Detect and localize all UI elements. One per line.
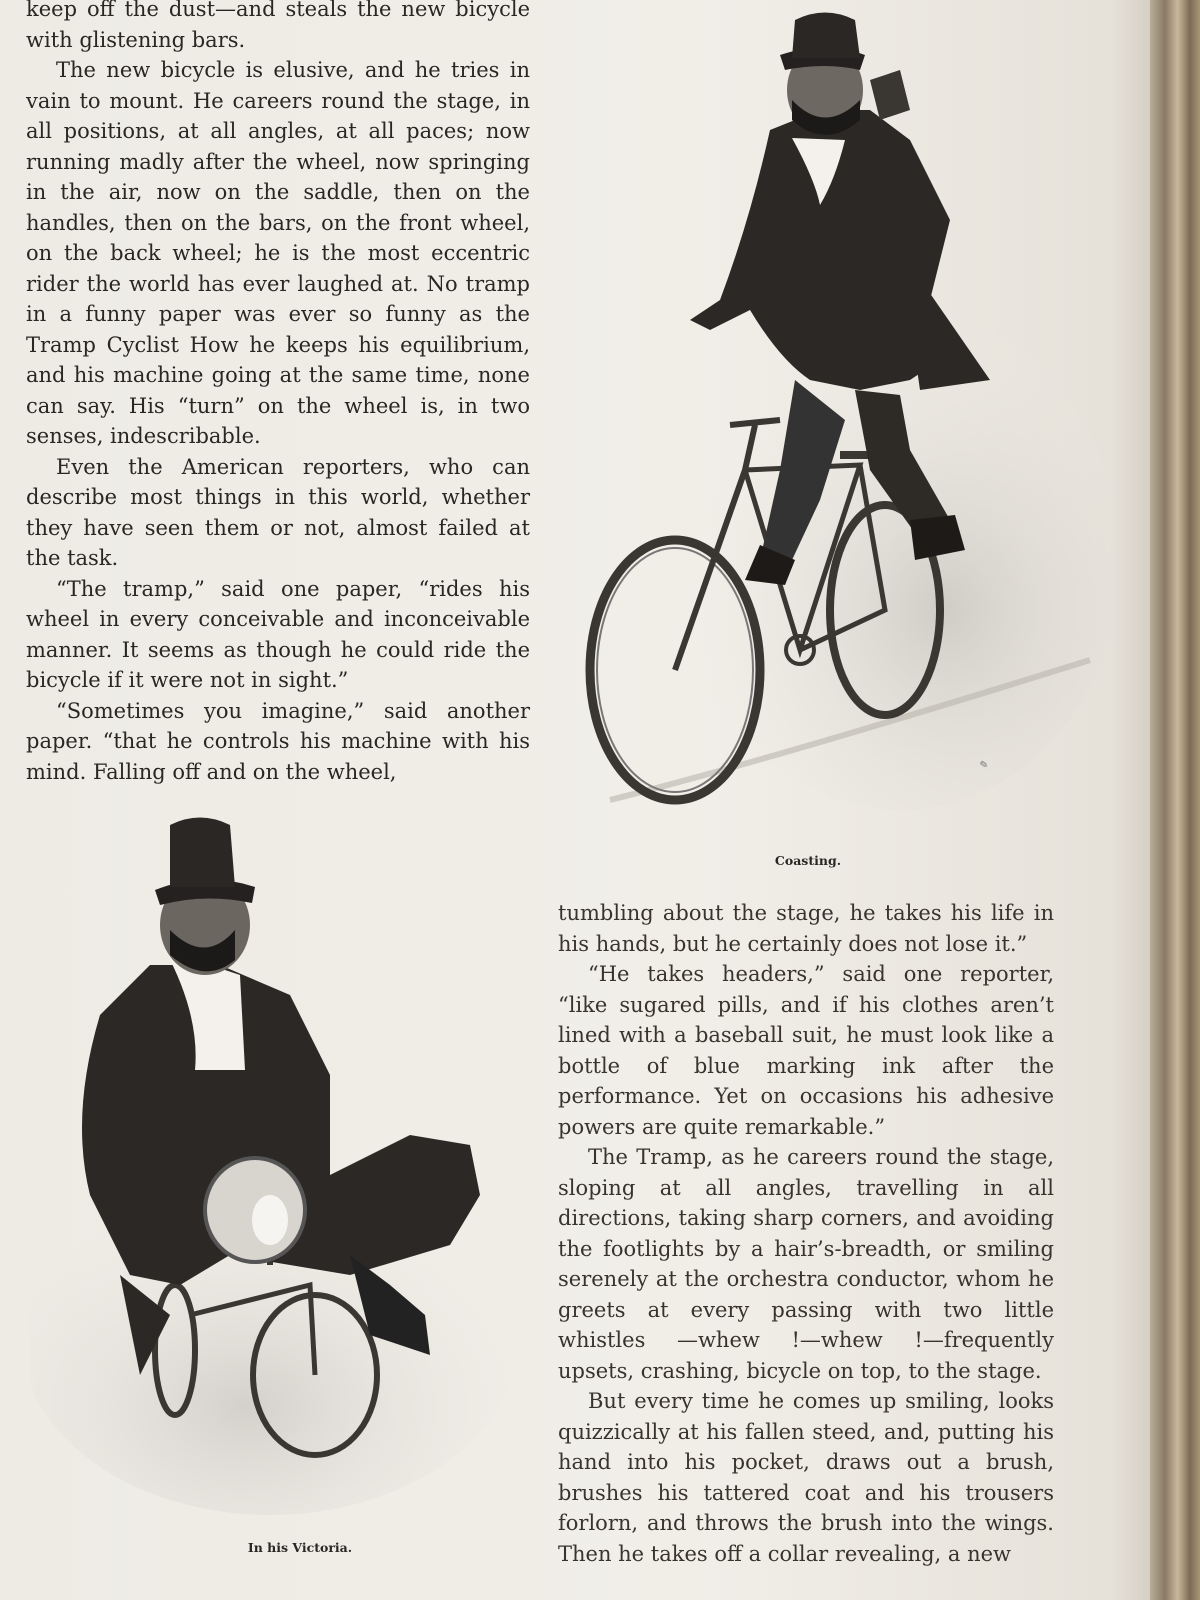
victoria-caption: In his Victoria. <box>247 1540 353 1555</box>
right-text-column <box>558 898 1054 1569</box>
paragraph: The Tramp, as he careers round the stage, sloping at all angles, travelling in all directions, taking sharp corners, and avoiding the footlights by a hair’s-breadth, or smiling serenely at the orchestra conductor, whom he greets at every passing with two little whistles —whew !—whew !—frequently upsets, crashing, bicycle on top, to the stage. <box>558 1145 1054 1383</box>
coasting-caption: Coasting. <box>774 853 842 868</box>
paragraph: “The tramp,” said one paper, “rides his wheel in every conceivable and inconceivable manner. It seems as though he could ride the bicycle if it were not in sight.” <box>26 576 530 692</box>
victoria-illustration <box>30 815 530 1520</box>
paragraph: keep off the dust—and steals the new bicycle with glistening bars. <box>26 0 530 52</box>
paragraph: “He takes headers,” said one reporter, “like sugared pills, and if his clothes aren’t lined with a baseball suit, he must look like a bottle of blue marking ink after the performance. Yet on occasions his adhesive powers are quite remarkable.” <box>558 962 1054 1139</box>
coasting-illustration <box>570 0 1110 830</box>
paragraph: The new bicycle is elusive, and he tries in vain to mount. He careers round the stage, in all positions, at all angles, at all paces; now running madly after the wheel, now springing in the air, now on the saddle, then on the handles, then on the bars, on the front wheel, on the back wheel; he is the most eccentric rider the world has ever laughed at. No tramp in a funny paper was ever so funny as the Tramp Cyclist How he keeps his equilibrium, and his machine going at the same time, none can say. His “turn” on the wheel is, in two senses, indescribable. <box>26 58 530 448</box>
paragraph: But every time he comes up smiling, looks quizzically at his fallen steed, and, putting his hand into his pocket, draws out a brush, brushes his tattered coat and his trousers forlorn, and throws the brush into the wings. Then he takes off a collar revealing, a new <box>558 1389 1054 1566</box>
left-text-column <box>26 0 530 787</box>
paragraph: “Sometimes you imagine,” said another paper. “that he controls his machine with his mind. Falling off and on the wheel, <box>26 698 530 784</box>
paragraph: Even the American reporters, who can describe most things in this world, whether they have seen them or not, almost failed at the task. <box>26 454 530 570</box>
paragraph: tumbling about the stage, he takes his life in his hands, but he certainly does not lose it.” <box>558 901 1054 956</box>
svg-text:✎: ✎ <box>976 757 990 773</box>
book-binding <box>1150 0 1200 1600</box>
